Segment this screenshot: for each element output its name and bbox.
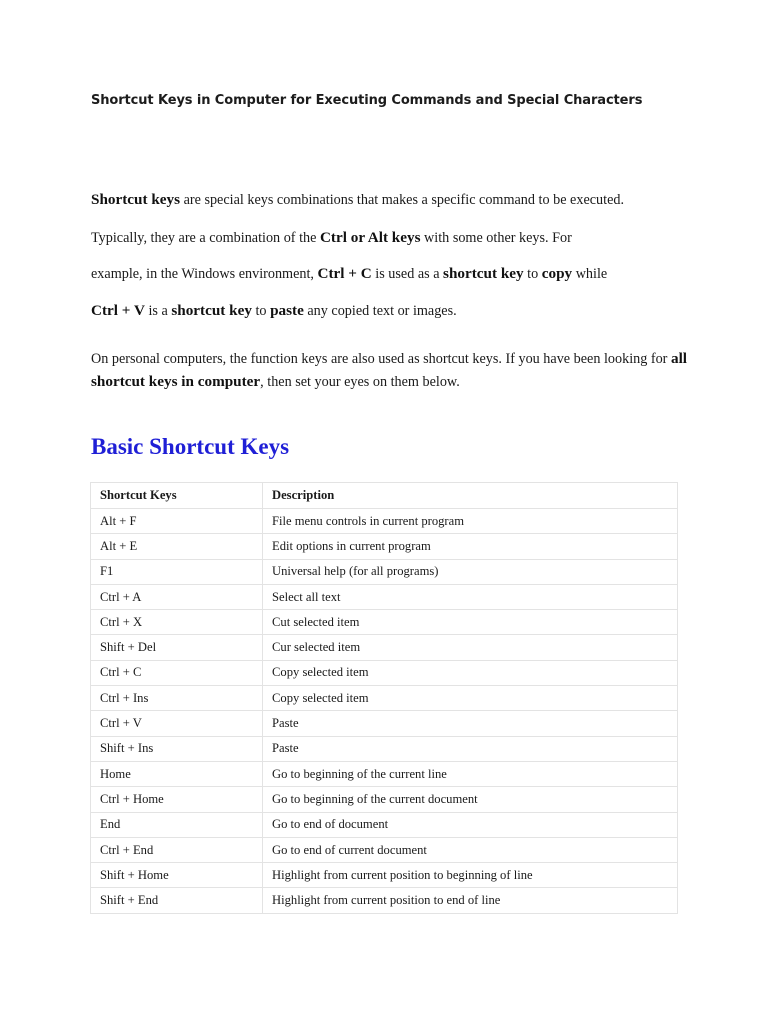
intro-line-2 [91,229,572,247]
description-cell: Go to beginning of the current document [263,787,678,812]
intro-bold: Ctrl + C [317,265,372,282]
shortcut-key-cell: Ctrl + A [91,584,263,609]
description-cell: Go to beginning of the current line [263,761,678,786]
description-cell: Copy selected item [263,686,678,711]
table-row [91,837,678,862]
shortcut-key-cell: Alt + F [91,509,263,534]
intro-line-4 [91,302,457,320]
shortcut-key-cell: Ctrl + C [91,660,263,685]
table-header-row [91,483,678,509]
intro-text: is a [144,303,172,319]
header-shortcut-keys: Shortcut Keys [91,483,263,509]
description-cell: Highlight from current position to beginning of line [263,863,678,888]
table-row [91,584,678,609]
description-cell: Paste [263,736,678,761]
intro-text: with some other keys. For [420,230,572,246]
table-row [91,787,678,812]
description-cell: File menu controls in current program [263,509,678,534]
intro-text: Typically, they are a combination of the [91,230,320,246]
shortcut-key-cell: F1 [91,559,263,584]
description-cell: Cut selected item [263,610,678,635]
table-row [91,559,678,584]
shortcut-key-cell: Alt + E [91,534,263,559]
description-cell: Select all text [263,584,678,609]
intro-text: example, in the Windows environment, [91,266,318,282]
table-row [91,534,678,559]
intro-bold: Ctrl or Alt keys [319,229,421,246]
table-row [91,635,678,660]
paragraph-text: On personal computers, the function keys are also used as shortcut keys. If you have been looking for [91,351,671,367]
intro-text: any copied text or images. [303,303,457,319]
intro-line-3 [91,265,607,283]
shortcut-key-cell: Ctrl + V [91,711,263,736]
header-description: Description [263,483,678,509]
section-heading: Basic Shortcut Keys [91,434,290,459]
description-cell: Universal help (for all programs) [263,559,678,584]
table-body [91,509,678,914]
intro-line-1 [91,191,624,209]
intro-text: to [251,303,271,319]
table-row [91,736,678,761]
intro-text: is used as a [371,266,444,282]
table-row [91,812,678,837]
shortcut-key-cell: Shift + Del [91,635,263,660]
description-cell: Highlight from current position to end of line [263,888,678,913]
table-row [91,863,678,888]
shortcut-key-cell: Shift + Home [91,863,263,888]
shortcut-key-cell: Home [91,761,263,786]
intro-bold: Shortcut keys [91,191,181,208]
shortcut-key-cell: Shift + Ins [91,736,263,761]
intro-bold: paste [270,302,304,319]
table-row [91,660,678,685]
description-cell: Copy selected item [263,660,678,685]
intro-text: are special keys combinations that makes a specific command to be executed. [180,192,625,208]
shortcut-key-cell: Ctrl + Home [91,787,263,812]
shortcut-key-cell: Shift + End [91,888,263,913]
table-row [91,509,678,534]
description-cell: Go to end of current document [263,837,678,862]
function-keys-paragraph [91,348,691,393]
table-row [91,610,678,635]
description-cell: Paste [263,711,678,736]
paragraph-text: , then set your eyes on them below. [260,373,460,390]
description-cell: Cur selected item [263,635,678,660]
table-row [91,888,678,913]
intro-bold: Ctrl + V [91,302,145,319]
intro-bold: shortcut key [171,302,252,319]
shortcut-key-cell: Ctrl + X [91,610,263,635]
shortcut-key-cell: Ctrl + End [91,837,263,862]
table-row [91,686,678,711]
table-row [91,761,678,786]
shortcut-key-cell: End [91,812,263,837]
description-cell: Edit options in current program [263,534,678,559]
paragraph-bold: all shortcut keys in computer [91,350,688,390]
intro-text: to [523,266,542,282]
shortcut-table [90,482,678,914]
description-cell: Go to end of document [263,812,678,837]
intro-bold: copy [541,265,573,282]
intro-text: while [572,266,608,282]
intro-bold: shortcut key [443,265,524,282]
document-title: Shortcut Keys in Computer for Executing Commands and Special Characters [91,93,643,108]
shortcut-key-cell: Ctrl + Ins [91,686,263,711]
table-row [91,711,678,736]
